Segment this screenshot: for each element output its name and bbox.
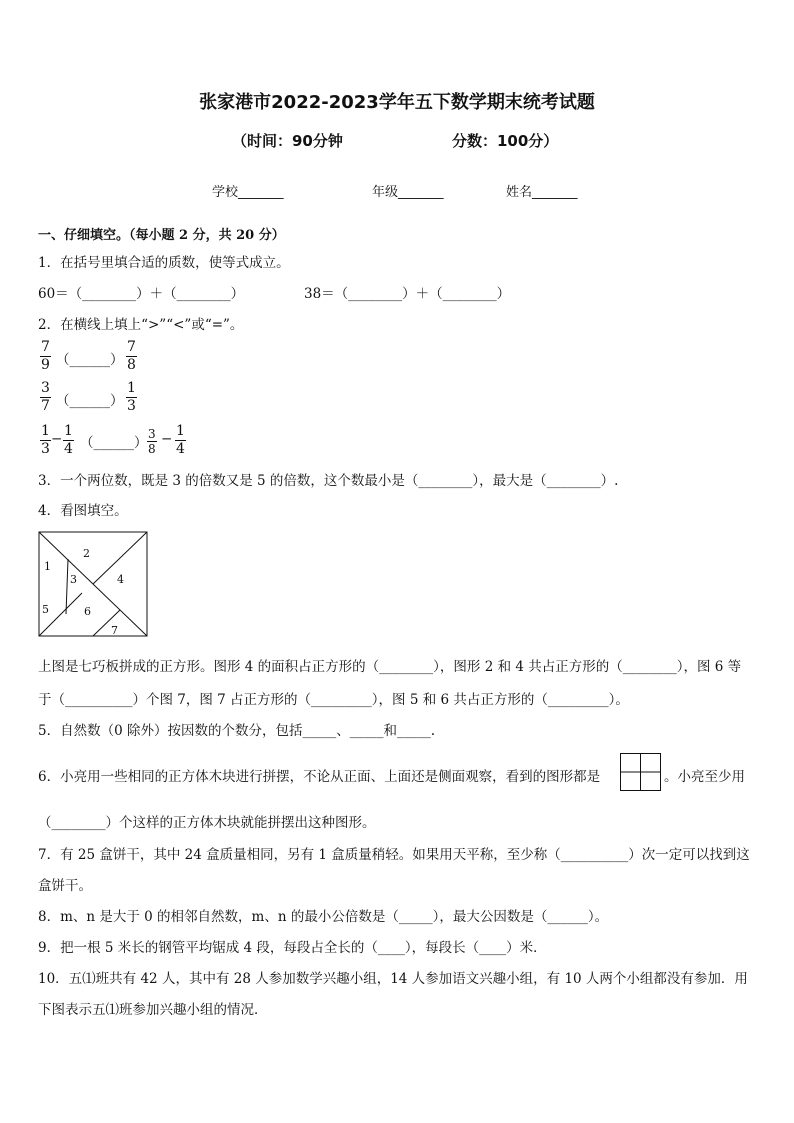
denominator: 3	[127, 398, 136, 414]
numerator: 3	[41, 380, 50, 396]
tangram-line	[66, 559, 68, 614]
q1-left: 60＝（________）＋（________）	[38, 286, 245, 302]
denominator: 4	[64, 441, 73, 457]
q6-line-1-end: 。小亮至少用	[664, 769, 745, 785]
q2-r3-fraction-4	[175, 423, 186, 458]
grade-field: 年级_______	[372, 185, 444, 200]
q4-line-1: 上图是七巧板拼成的正方形。图形 4 的面积占正方形的（________），图形 2 和 4 共占正方形的（________），图 6 等	[38, 659, 742, 675]
q5-text: 5．自然数（0 除外）按因数的个数分，包括_____、_____和_____.	[38, 723, 436, 739]
tangram-label-5: 5	[42, 603, 49, 616]
name-field: 姓名_______	[506, 185, 578, 200]
q6-line-1: 6．小亮用一些相同的正方体木块进行拼摆，不论从正面、上面还是侧面观察，看到的图形都是	[38, 769, 601, 785]
numerator: 1	[41, 423, 50, 439]
q4-line-2: 于（__________）个图 7，图 7 占正方形的（_________），图 5 和 6 共占正方形的（_________）。	[38, 692, 629, 708]
q3-text: 3．一个两位数，既是 3 的倍数又是 5 的倍数，这个数最小是（________），最大是（________）.	[38, 473, 619, 489]
numerator: 3	[148, 427, 156, 441]
q2-r3-fraction-1	[40, 423, 51, 458]
page-title: 张家港市2022-2023学年五下数学期末统考试题	[199, 92, 595, 113]
numerator: 1	[176, 423, 185, 439]
denominator: 8	[127, 357, 136, 373]
school-field: 学校_______	[212, 185, 284, 200]
exam-time: （时间：90分钟	[232, 132, 343, 150]
q2-r2-blank: （______）	[56, 393, 124, 409]
q2-r1-right-fraction	[126, 339, 137, 374]
tangram-label-7: 7	[111, 624, 118, 637]
q10-line-1: 10．五⑴班共有 42 人，其中有 28 人参加数学兴趣小组，14 人参加语文兴趣小组，有 10 人两个小组都没有参加．用	[38, 971, 748, 987]
tangram-label-4: 4	[117, 573, 124, 586]
q7-line-2: 盒饼干。	[38, 878, 92, 894]
numerator: 7	[41, 339, 50, 355]
denominator: 7	[41, 398, 50, 414]
denominator: 9	[41, 357, 50, 373]
numerator: 7	[127, 339, 136, 355]
four-square-grid-figure	[620, 753, 662, 792]
q2-r3-fraction-3	[147, 427, 157, 456]
q1-stem: 1．在括号里填合适的质数，使等式成立。	[38, 255, 290, 271]
tangram-label-1: 1	[44, 560, 51, 573]
q10-line-2: 下图表示五⑴班参加兴趣小组的情况．	[38, 1002, 268, 1018]
minus-sign: −	[161, 431, 173, 447]
numerator: 1	[64, 423, 73, 439]
q7-line-1: 7．有 25 盒饼干，其中 24 盒质量相同，另有 1 盒质量稍轻。如果用天平称，至少称（__________）次一定可以找到这	[38, 847, 750, 863]
tangram-figure	[38, 531, 150, 639]
tangram-label-6: 6	[84, 605, 91, 618]
q8-text: 8．m、n 是大于 0 的相邻自然数，m、n 的最小公倍数是（_____），最大公因数是（______）。	[38, 909, 609, 925]
q2-r3-blank: （______）	[80, 435, 148, 451]
q2-r3-fraction-2	[63, 423, 74, 458]
numerator: 1	[127, 380, 136, 396]
q1-right: 38＝（________）＋（________）	[304, 286, 511, 302]
denominator: 4	[176, 441, 185, 457]
tangram-label-2: 2	[83, 547, 90, 560]
q2-stem: 2．在横线上填上“>”“<”或“=”。	[38, 317, 244, 333]
section-heading: 一、仔细填空。（每小题 2 分，共 20 分）	[38, 228, 285, 243]
q2-r2-right-fraction	[126, 380, 137, 415]
q2-r1-left-fraction	[40, 339, 51, 374]
tangram-label-3: 3	[70, 573, 77, 586]
minus-sign: −	[51, 431, 63, 447]
q9-text: 9．把一根 5 米长的钢管平均锯成 4 段，每段占全长的（____），每段长（____）米．	[38, 940, 547, 956]
denominator: 3	[41, 441, 50, 457]
q4-stem: 4．看图填空。	[38, 503, 128, 519]
q2-r2-left-fraction	[40, 380, 51, 415]
exam-score: 分数：100分）	[452, 132, 559, 150]
q6-line-2: （________）个这样的正方体木块就能拼摆出这种图形。	[38, 815, 376, 831]
q2-r1-blank: （______）	[56, 352, 124, 368]
denominator: 8	[148, 442, 156, 456]
